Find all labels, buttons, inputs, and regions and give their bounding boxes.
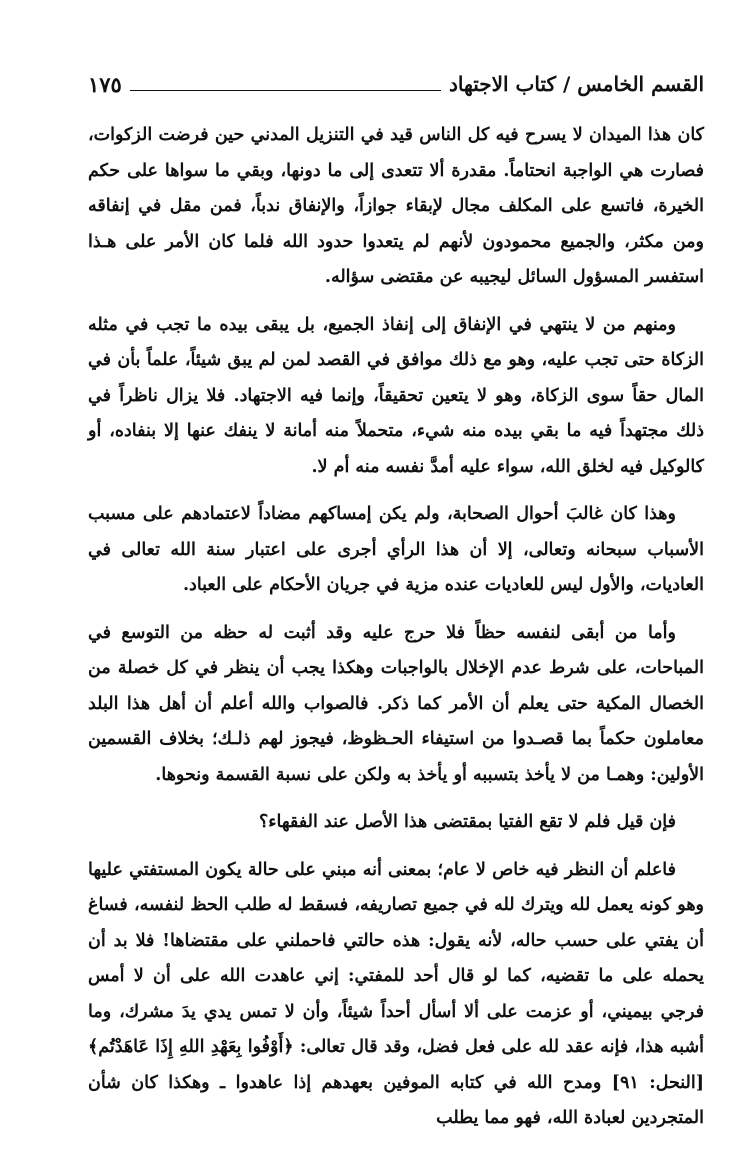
paragraph: ومنهم من لا ينتهي في الإنفاق إلى إنفاذ الجميع، بل يبقى بيده ما تجب في مثله الزكاة حتى تجب عليه، وهو مع ذلك موافق في القصد لمن لم يبق شيئاً، علماً بأن في المال حقاً سوى الزكاة، وهو لا يتعين تحقيقاً، وإنما فيه الاجتهاد. فلا يزال ناظراً في ذلك مجتهداً فيه ما بقي بيده منه شيء، متحملاً منه أمانة لا ينفك عنها إلا بنفاده، أو كالوكيل فيه لخلق الله، سواء عليه أمدَّ نفسه منه أم لا.: [88, 314, 704, 477]
paragraph: فاعلم أن النظر فيه خاص لا عام؛ بمعنى أنه مبني على حالة يكون المستفتي عليها وهو كونه يعمل لله ويترك لله في جميع تصاريفه، فسقط له طلب الحظ لنفسه، فساغ أن يفتي على حسب حاله، لأنه يقول: هذه حالتي فاحملني على مقتضاها! فلا بد أن يحمله على ما تقضيه، كما لو قال أحد للمفتي: إني عاهدت الله على أن لا أمس فرجي بيميني، أو عزمت على ألا أسأل أحداً شيئاً، وأن لا تمس يدي يدَ مشرك، وما أشبه هذا، فإنه عقد لله على فعل فضل، وقد قال تعالى: ﴿أَوْفُوا بِعَهْدِ اللهِ إِذَا عَاهَدْتُم﴾ [النحل: ٩١] ومدح الله في كتابه الموفين بعهدهم إذا عاهدوا ـ وهكذا كان شأن المتجردين لعبادة الله، فهو مما يطلب: [88, 859, 705, 1128]
question-paragraph: فإن قيل فلم لا تقع الفتيا بمقتضى هذا الأصل عند الفقهاء؟: [259, 812, 676, 832]
paragraph: كان هذا الميدان لا يسرح فيه كل الناس قيد في التنزيل المدني حين فرضت الزكوات، فصارت هي الواجبة انحتاماً. مقدرة ألا تتعدى إلى ما دونها، وبقي ما سواها على حكم الخيرة، فاتسع على المكلف مجال لإبقاء جوازاً، والإنفاق ندباً، فمن مقل في إنفاقه ومن مكثر، والجميع محمودون لأنهم لم يتعدوا حدود الله فلما كان الأمر على هـذا استفسر المسؤول السائل ليجيبه عن مقتضى سؤاله.: [88, 125, 704, 287]
header-rule: [130, 90, 441, 91]
paragraph: وأما من أبقى لنفسه حظاً فلا حرج عليه وقد أثبت له حظه من التوسع في المباحات، على شرط عدم الإخلال بالواجبات وهكذا يجب أن ينظر في كل خصلة من الخصال المكية حتى يعلم أن الأمر كما ذكر. فالصواب والله أعلم أن أهل هذا البلد معاملون حكماً بما قصـدوا من استيفاء الحـظوظ، فيجوز لهم ذلـك؛ بخلاف القسمين الأولين: وهمـا من لا يأخذ بتسببه أو يأخذ به ولكن على نسبة القسمة ونحوها.: [88, 622, 704, 785]
page-body: [88, 118, 704, 1149]
running-title: القسم الخامس / كتاب الاجتهاد: [449, 72, 704, 96]
page-header: [88, 66, 704, 102]
paragraph: وهذا كان غالبَ أحوال الصحابة، ولم يكن إمساكهم مضاداً لاعتمادهم على مسبب الأسباب سبحانه وتعالى، إلا أن هذا الرأي أجرى على اعتبار سنة الله تعالى في العاديات، والأول ليس للعاديات عنده مزية في جريان الأحكام على العباد.: [88, 504, 704, 595]
page-number: ١٧٥: [88, 71, 122, 97]
